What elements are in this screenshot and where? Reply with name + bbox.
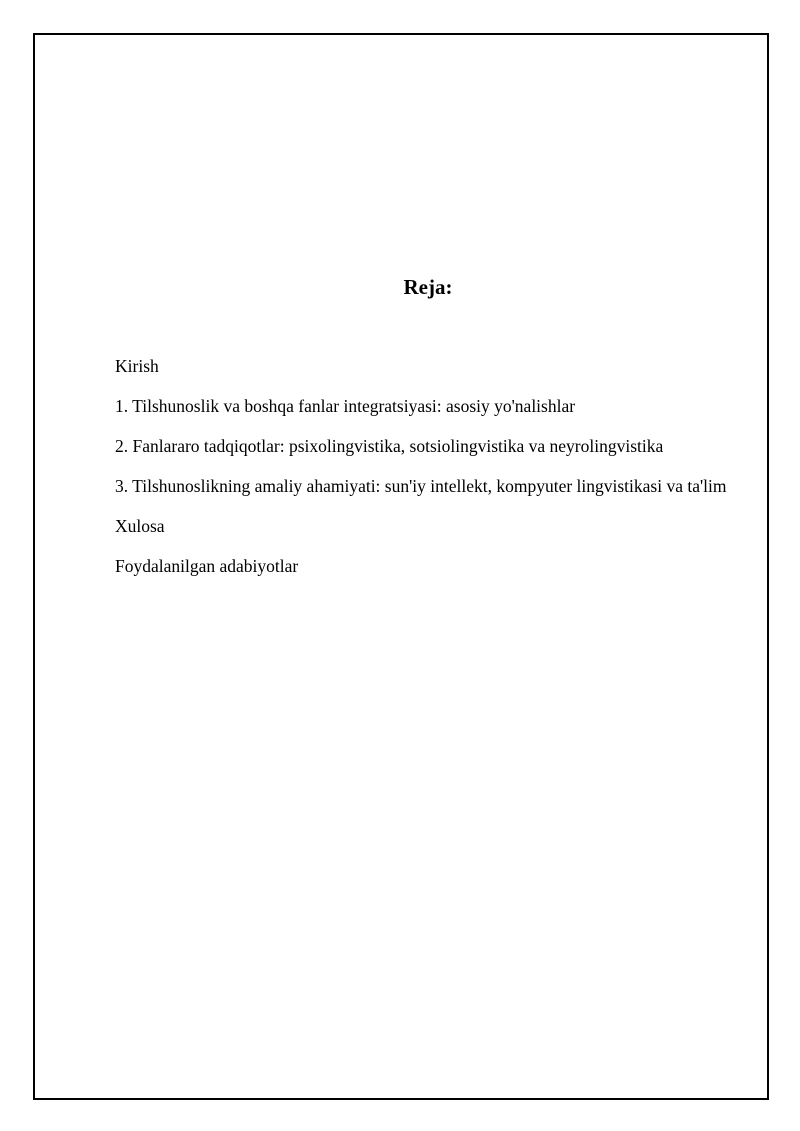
- toc-item-introduction: Kirish: [115, 356, 159, 376]
- table-of-contents: [115, 350, 745, 590]
- toc-item-section-1: 1. Tilshunoslik va boshqa fanlar integratsiyasi: asosiy yo'nalishlar: [115, 396, 576, 416]
- toc-item-section-3: 3. Tilshunoslikning amaliy ahamiyati: sun'iy intellekt, kompyuter lingvistikasi va ta'lim: [115, 476, 727, 496]
- toc-item-conclusion: Xulosa: [115, 516, 165, 536]
- toc-item-references: Foydalanilgan adabiyotlar: [115, 556, 299, 576]
- toc-item-section-2: 2. Fanlararo tadqiqotlar: psixolingvistika, sotsiolingvistika va neyrolingvistika: [115, 436, 664, 456]
- page-title: Reja:: [403, 275, 453, 299]
